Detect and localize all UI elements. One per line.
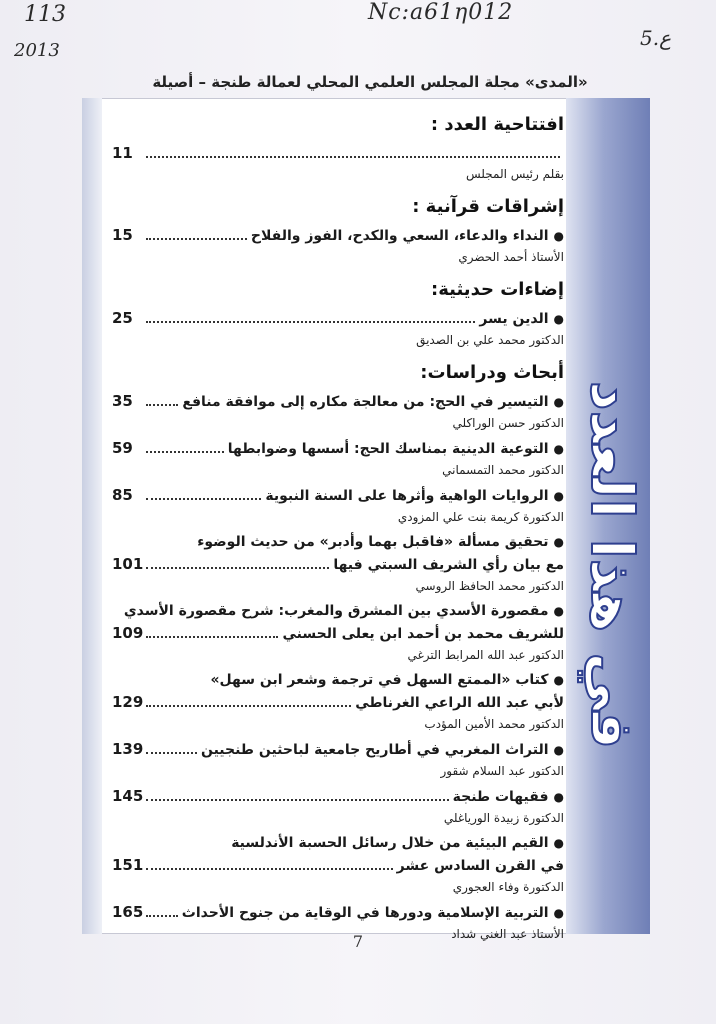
bullet-icon: ● [553,790,564,804]
toc-entry [112,832,564,897]
leader-dots [146,237,247,240]
entry-line [112,553,564,576]
entry-line [112,531,564,553]
toc-entry [112,437,564,480]
page-ref: 85 [112,486,133,504]
band-title: في هذا العدد [578,380,646,750]
bullet-icon: ● [553,442,564,456]
page-ref: 145 [112,787,144,805]
toc-entry [112,785,564,828]
entry-line [112,785,564,808]
entry-line [112,224,564,247]
entry-author: الدكتور محمد الحافظ الروسي [415,579,564,593]
entry-author: الدكتور محمد الأمين المؤدب [424,717,564,731]
entry-author: الأستاذ أحمد الحضري [458,250,564,264]
page-ref: 59 [112,439,133,457]
toc-entry [112,600,564,665]
toc-entry [112,531,564,596]
entry-title: التيسير في الحج: من معالجة مكاره إلى موافقة منافع [182,394,549,410]
entry-line [112,901,564,924]
section-title: إضاءات حديثية: [431,279,564,300]
entry-line [112,738,564,761]
entry-line [112,832,564,854]
entry-author: الدكتور محمد علي بن الصديق [416,333,564,347]
entry-author: الأستاذ عبد الغني شداد [451,927,564,941]
bullet-icon: ● [553,743,564,757]
toc-entry [112,484,564,527]
entry-title: التوعية الدينية بمناسك الحج: أسسها وضوابطها [227,441,549,457]
entry-author: الدكتورة كريمة بنت علي المزودي [397,510,564,524]
leader-dots [146,497,261,500]
entry-line [112,437,564,460]
entry-line [112,622,564,645]
handwritten-reference: Nc:a61η012 [368,0,514,25]
entry-title: فقيهات طنجة [452,789,549,805]
page-ref: 129 [112,693,144,711]
page-ref: 11 [112,144,133,162]
entry-title: الدين يسر [479,311,549,327]
running-header: «المدى» مجلة المجلس العلمي المحلي لعمالة طنجة – أصيلة [152,73,588,91]
page-ref: 35 [112,392,133,410]
entry-line [112,600,564,622]
page-ref: 101 [112,555,144,573]
leader-dots [146,704,351,707]
entry-line [112,691,564,714]
entry-title: مقصورة الأسدي بين المشرق والمغرب: شرح مقصورة الأسدي [123,603,549,619]
entry-author: بقلم رئيس المجلس [466,167,564,181]
entry-author: الدكتور عبد السلام شقور [440,764,564,778]
page-number: 7 [352,932,364,951]
leader-dots [146,867,393,870]
leader-dots [146,450,224,453]
page-ref: 15 [112,226,133,244]
toc-entry [112,307,564,350]
entry-line [112,854,564,877]
entry-title: التراث المغربي في أطاريح جامعية لباحثين طنجيين [200,742,549,758]
entry-title-continued: مع بيان رأي الشريف السبتي فيها [333,557,564,573]
handwritten-code: 5.ع [640,26,672,50]
toc-entry [112,224,564,267]
entry-title: التربية الإسلامية ودورها في الوقاية من جنوح الأحداث [181,905,549,921]
bullet-icon: ● [553,229,564,243]
entry-author: الدكتور محمد التمسماني [442,463,564,477]
handwritten-number: 113 [24,2,66,27]
entry-line [112,307,564,330]
band-title-box [574,360,650,770]
entry-line [112,484,564,507]
leader-dots [146,914,178,917]
bullet-icon: ● [553,535,564,549]
leader-dots [146,798,449,801]
bullet-icon: ● [553,312,564,326]
bullet-icon: ● [553,604,564,618]
toc-entry [112,390,564,433]
entry-line [112,142,564,164]
entry-title: كتاب «الممتع السهل في ترجمة وشعر ابن سهل» [210,672,549,688]
entry-title: تحقيق مسألة «فاقبل بهما وأدبر» من حديث الوضوء [197,534,549,550]
table-of-contents [112,112,564,944]
leader-dots [146,320,475,323]
entry-title-continued: للشريف محمد بن أحمد ابن يعلى الحسني [282,626,564,642]
bullet-icon: ● [553,395,564,409]
bullet-icon: ● [553,673,564,687]
leader-dots [146,566,329,569]
section-title: إشراقات قرآنية : [412,196,564,217]
frame-left-shade [82,98,102,934]
page-ref: 151 [112,856,144,874]
bullet-icon: ● [553,836,564,850]
page-ref: 109 [112,624,144,642]
entry-author: الدكتور حسن الوراكلي [452,416,564,430]
page-ref: 165 [112,903,144,921]
section-title: افتتاحية العدد : [430,114,564,135]
leader-dots [146,635,278,638]
toc-entry [112,142,564,184]
entry-line [112,390,564,413]
entry-title: النداء والدعاء، السعي والكدح، الفوز والفلاح [250,228,549,244]
leader-dots [146,155,560,158]
entry-title: الروايات الواهية وأثرها على السنة النبوية [265,488,549,504]
entry-line [112,669,564,691]
entry-title-continued: في القرن السادس عشر [396,858,564,874]
handwritten-year: 2013 [14,40,60,61]
section-title: أبحاث ودراسات: [420,362,564,383]
bullet-icon: ● [553,906,564,920]
entry-author: الدكتورة زبيدة الورياغلي [443,811,564,825]
leader-dots [146,751,197,754]
toc-entry [112,669,564,734]
entry-author: الدكتور عبد الله المرابط الترغي [407,648,564,662]
entry-author: الدكتورة وفاء العجوري [452,880,564,894]
toc-entry [112,738,564,781]
leader-dots [146,403,178,406]
entry-title: القيم البيئية من خلال رسائل الحسبة الأندلسية [231,835,549,851]
page-ref: 139 [112,740,144,758]
entry-title-continued: لأبي عبد الله الراعي الغرناطي [355,695,564,711]
bullet-icon: ● [553,489,564,503]
page-ref: 25 [112,309,133,327]
